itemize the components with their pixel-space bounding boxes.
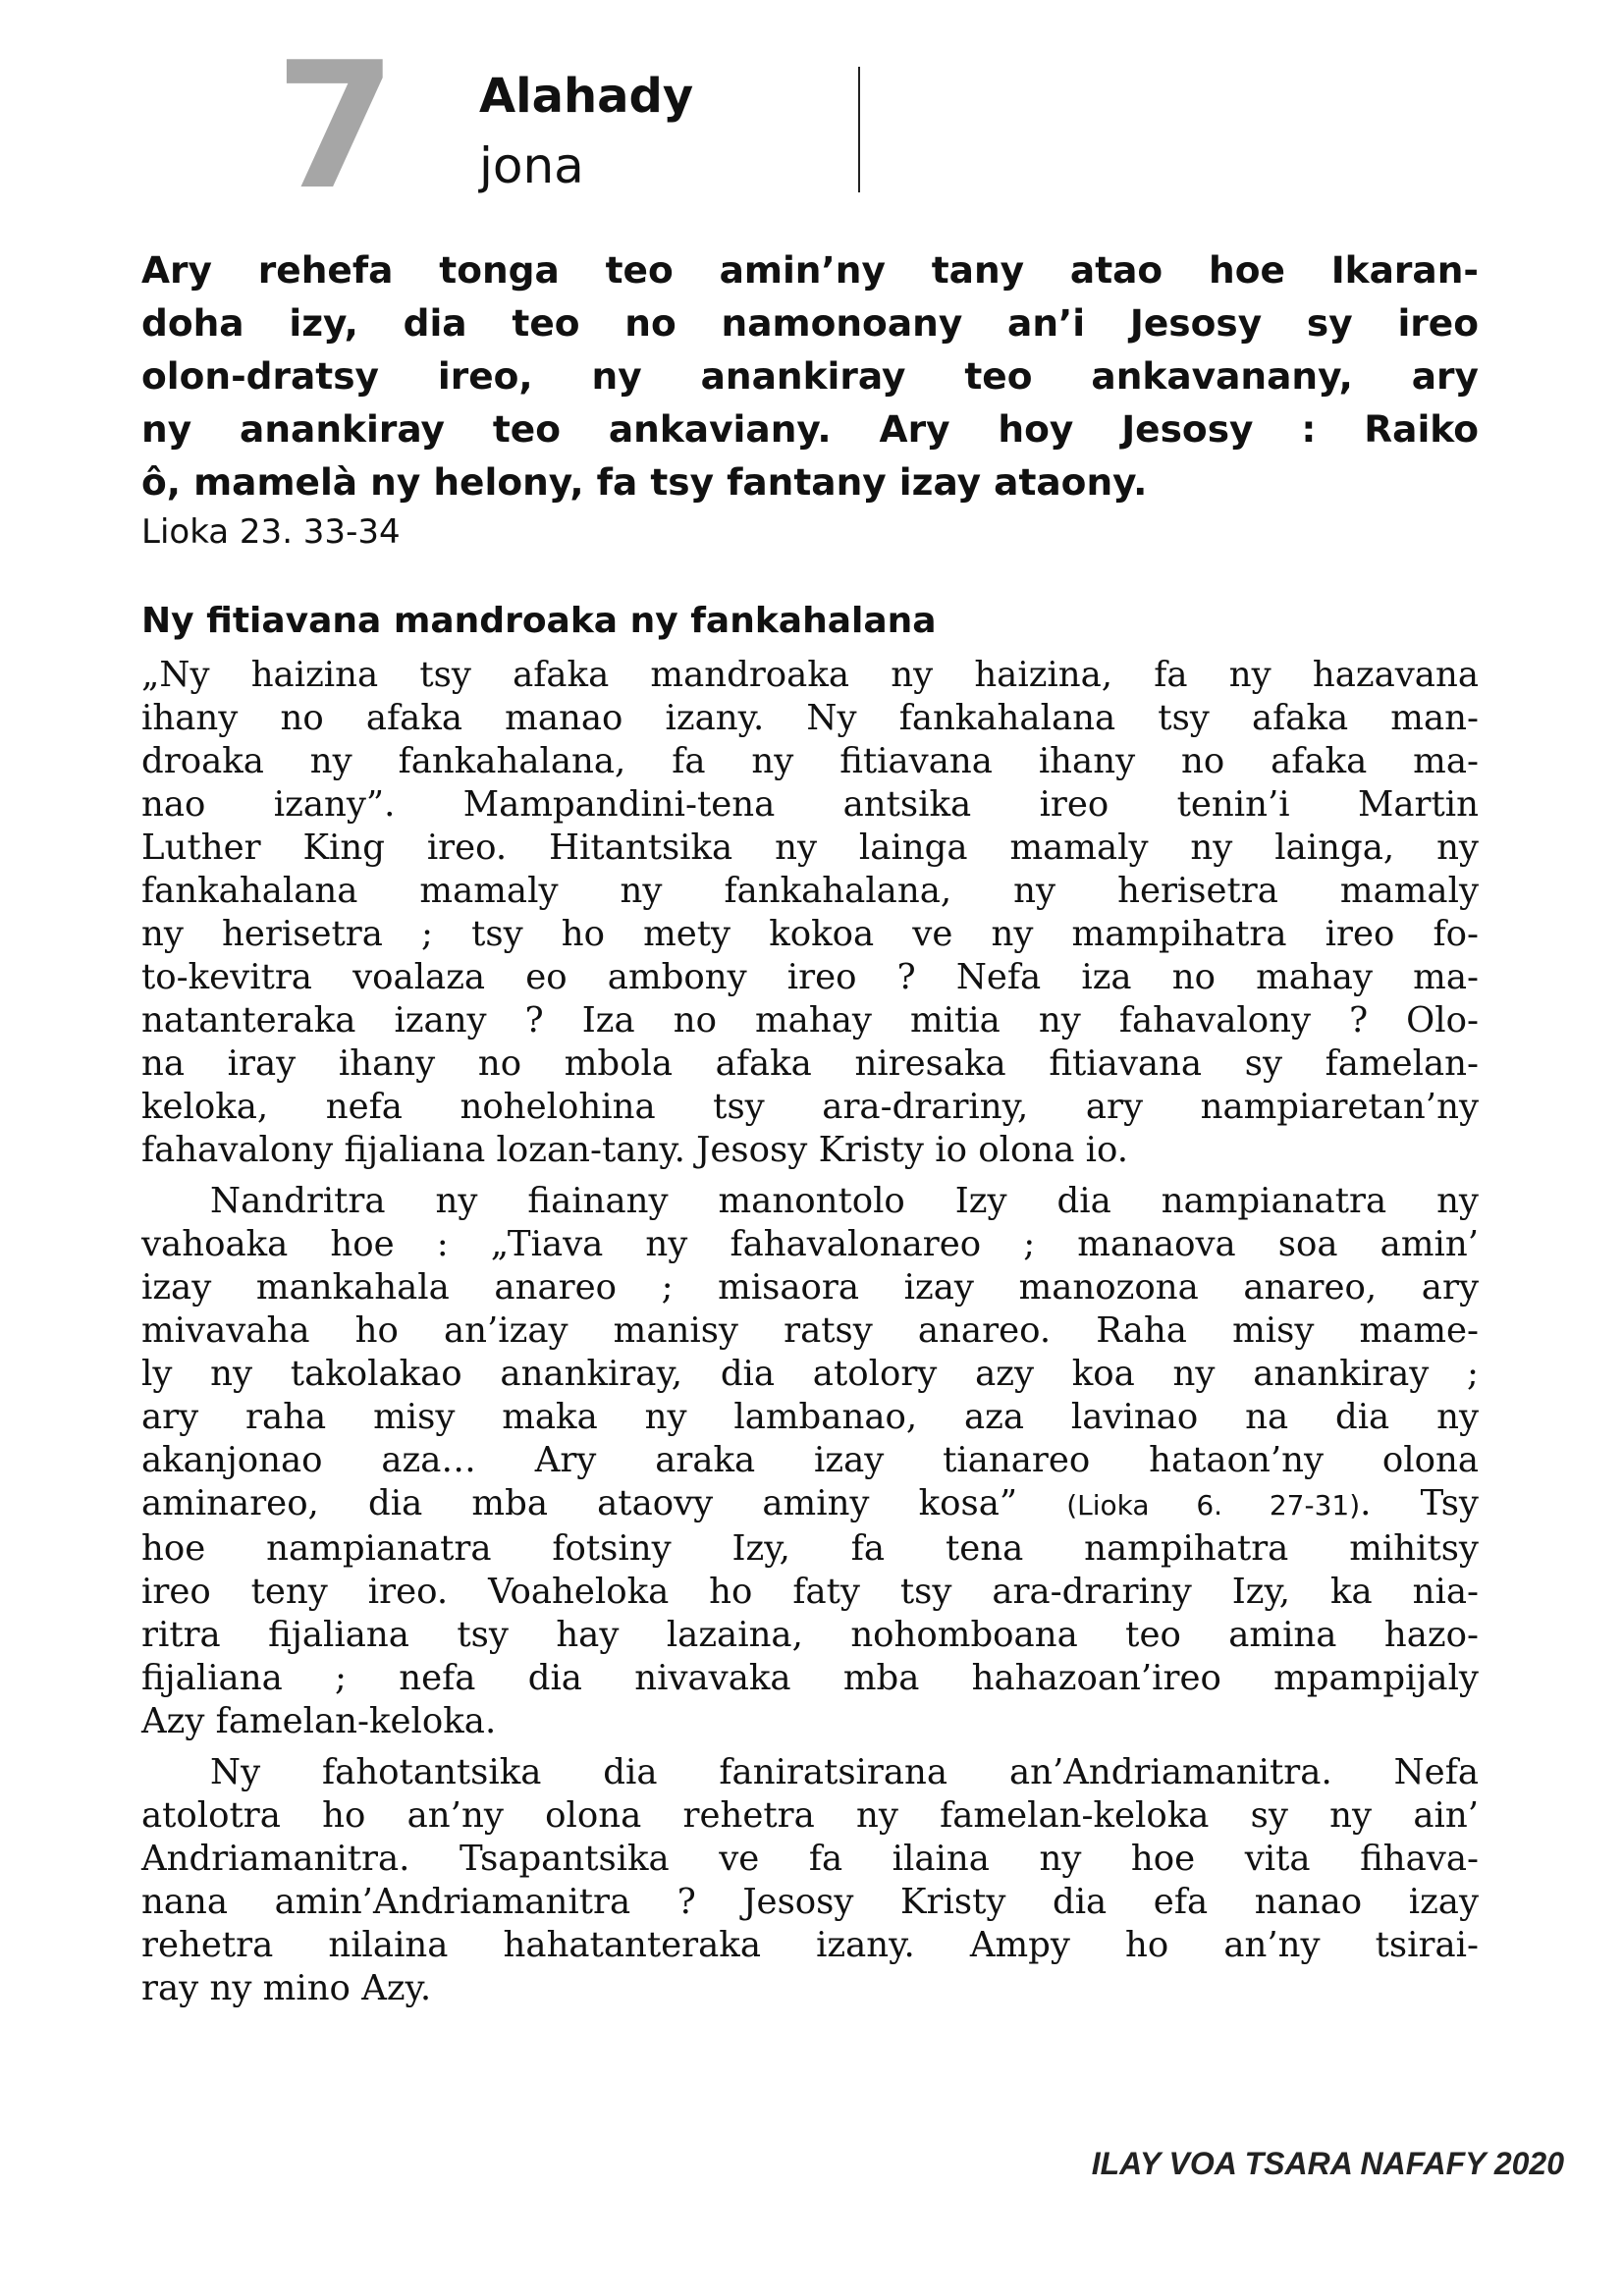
body-line: izay mankahala anareo ; misaora izay manozona anareo, ary: [141, 1267, 1479, 1308]
verse-reference: Lioka 23. 33-34: [141, 512, 401, 552]
body-line: Luther King ireo. Hitantsika ny lainga mamaly ny lainga, ny: [141, 828, 1479, 868]
body-line: fahavalony fijaliana lozan-tany. Jesosy Kristy io olona io.: [141, 1130, 1129, 1170]
body-line: Nandritra ny fiainany manontolo Izy dia nampianatra ny: [210, 1181, 1479, 1221]
body-line: keloka, nefa nohelohina tsy ara-drariny, ary nampiaretan’ny: [141, 1087, 1479, 1127]
paragraph-1: [141, 654, 1479, 1172]
body-line: rehetra nilaina hahatanteraka izany. Ampy ho an’ny tsirai-: [141, 1925, 1479, 1965]
publication-footer: ILAY VOA TSARA NAFAFY 2020: [1091, 2146, 1564, 2181]
verse-line: doha izy, dia teo no namonoany an’i Jesosy sy ireo: [141, 301, 1479, 345]
body-line: ary raha misy maka ny lambanao, aza lavinao na dia ny: [141, 1397, 1479, 1437]
day-name: Alahady: [479, 69, 694, 124]
body-line: ihany no afaka manao izany. Ny fankahalana tsy afaka man-: [141, 698, 1479, 738]
body-line: ireo teny ireo. Voaheloka ho faty tsy ara-drariny Izy, ka nia-: [141, 1572, 1479, 1612]
verse-line: ny anankiray teo ankaviany. Ary hoy Jesosy : Raiko: [141, 407, 1479, 451]
body-line: „Ny haizina tsy afaka mandroaka ny haizina, fa ny hazavana: [141, 655, 1479, 695]
month-name: jona: [479, 137, 584, 194]
verse-line: olon-dratsy ireo, ny anankiray teo ankavanany, ary: [141, 354, 1479, 398]
body-line: to-kevitra voalaza eo ambony ireo ? Nefa iza no mahay ma-: [141, 957, 1479, 997]
body-line: atolotra ho an’ny olona rehetra ny famelan-keloka sy ny ain’: [141, 1795, 1479, 1836]
verse-line: Ary rehefa tonga teo amin’ny tany atao hoe Ikaran-: [141, 248, 1479, 292]
paragraph-3: [141, 1751, 1479, 2010]
body-line: Azy famelan-keloka.: [141, 1701, 497, 1741]
body-line: droaka ny fankahalana, fa ny fitiavana ihany no afaka ma-: [141, 741, 1479, 781]
section-title: Ny fitiavana mandroaka ny fankahalana: [141, 601, 937, 641]
body-line: ritra fijaliana tsy hay lazaina, nohomboana teo amina hazo-: [141, 1615, 1479, 1655]
body-line: ray ny mino Azy.: [141, 1968, 432, 2008]
body-line: natanteraka izany ? Iza no mahay mitia ny fahavalony ? Olo-: [141, 1000, 1479, 1041]
date-header: [275, 25, 864, 228]
body-line: ny herisetra ; tsy ho mety kokoa ve ny mampihatra ireo fo-: [141, 914, 1479, 954]
body-line: nao izany”. Mampandini-tena antsika ireo tenin’i Martin: [141, 784, 1479, 825]
body-line: fijaliana ; nefa dia nivavaka mba hahazoan’ireo mpampijaly: [141, 1658, 1479, 1698]
body-line: fankahalana mamaly ny fankahalana, ny herisetra mamaly: [141, 871, 1479, 911]
day-number: 7: [275, 25, 397, 228]
bible-verse: [141, 243, 1479, 508]
body-line: Andriamanitra. Tsapantsika ve fa ilaina ny hoe vita fihava-: [141, 1839, 1479, 1879]
header-divider: [858, 67, 860, 192]
body-line: ly ny takolakao anankiray, dia atolory azy koa ny anankiray ;: [141, 1354, 1479, 1394]
verse-line: ô, mamelà ny helony, fa tsy fantany izay ataony.: [141, 460, 1148, 504]
body-line: mivavaha ho an’izay manisy ratsy anareo. Raha misy mame-: [141, 1310, 1479, 1351]
body-line: na iray ihany no mbola afaka niresaka fitiavana sy famelan-: [141, 1043, 1479, 1084]
inline-reference: (Lioka 6. 27-31): [1066, 1489, 1361, 1522]
body-line: [141, 1482, 1479, 1527]
paragraph-2: [141, 1180, 1479, 1743]
body-text-segment: aminareo, dia mba ataovy aminy kosa”: [141, 1483, 1018, 1523]
body-line: vahoaka hoe : „Tiava ny fahavalonareo ; manaova soa amin’: [141, 1224, 1479, 1264]
body-text-segment: . Tsy: [1360, 1483, 1479, 1523]
devotional-body: [141, 654, 1479, 2018]
body-line: Ny fahotantsika dia faniratsirana an’Andriamanitra. Nefa: [210, 1752, 1479, 1792]
body-line: nana amin’Andriamanitra ? Jesosy Kristy dia efa nanao izay: [141, 1882, 1479, 1922]
body-line: hoe nampianatra fotsiny Izy, fa tena nampihatra mihitsy: [141, 1528, 1479, 1569]
body-line: akanjonao aza… Ary araka izay tianareo hataon’ny olona: [141, 1440, 1479, 1480]
